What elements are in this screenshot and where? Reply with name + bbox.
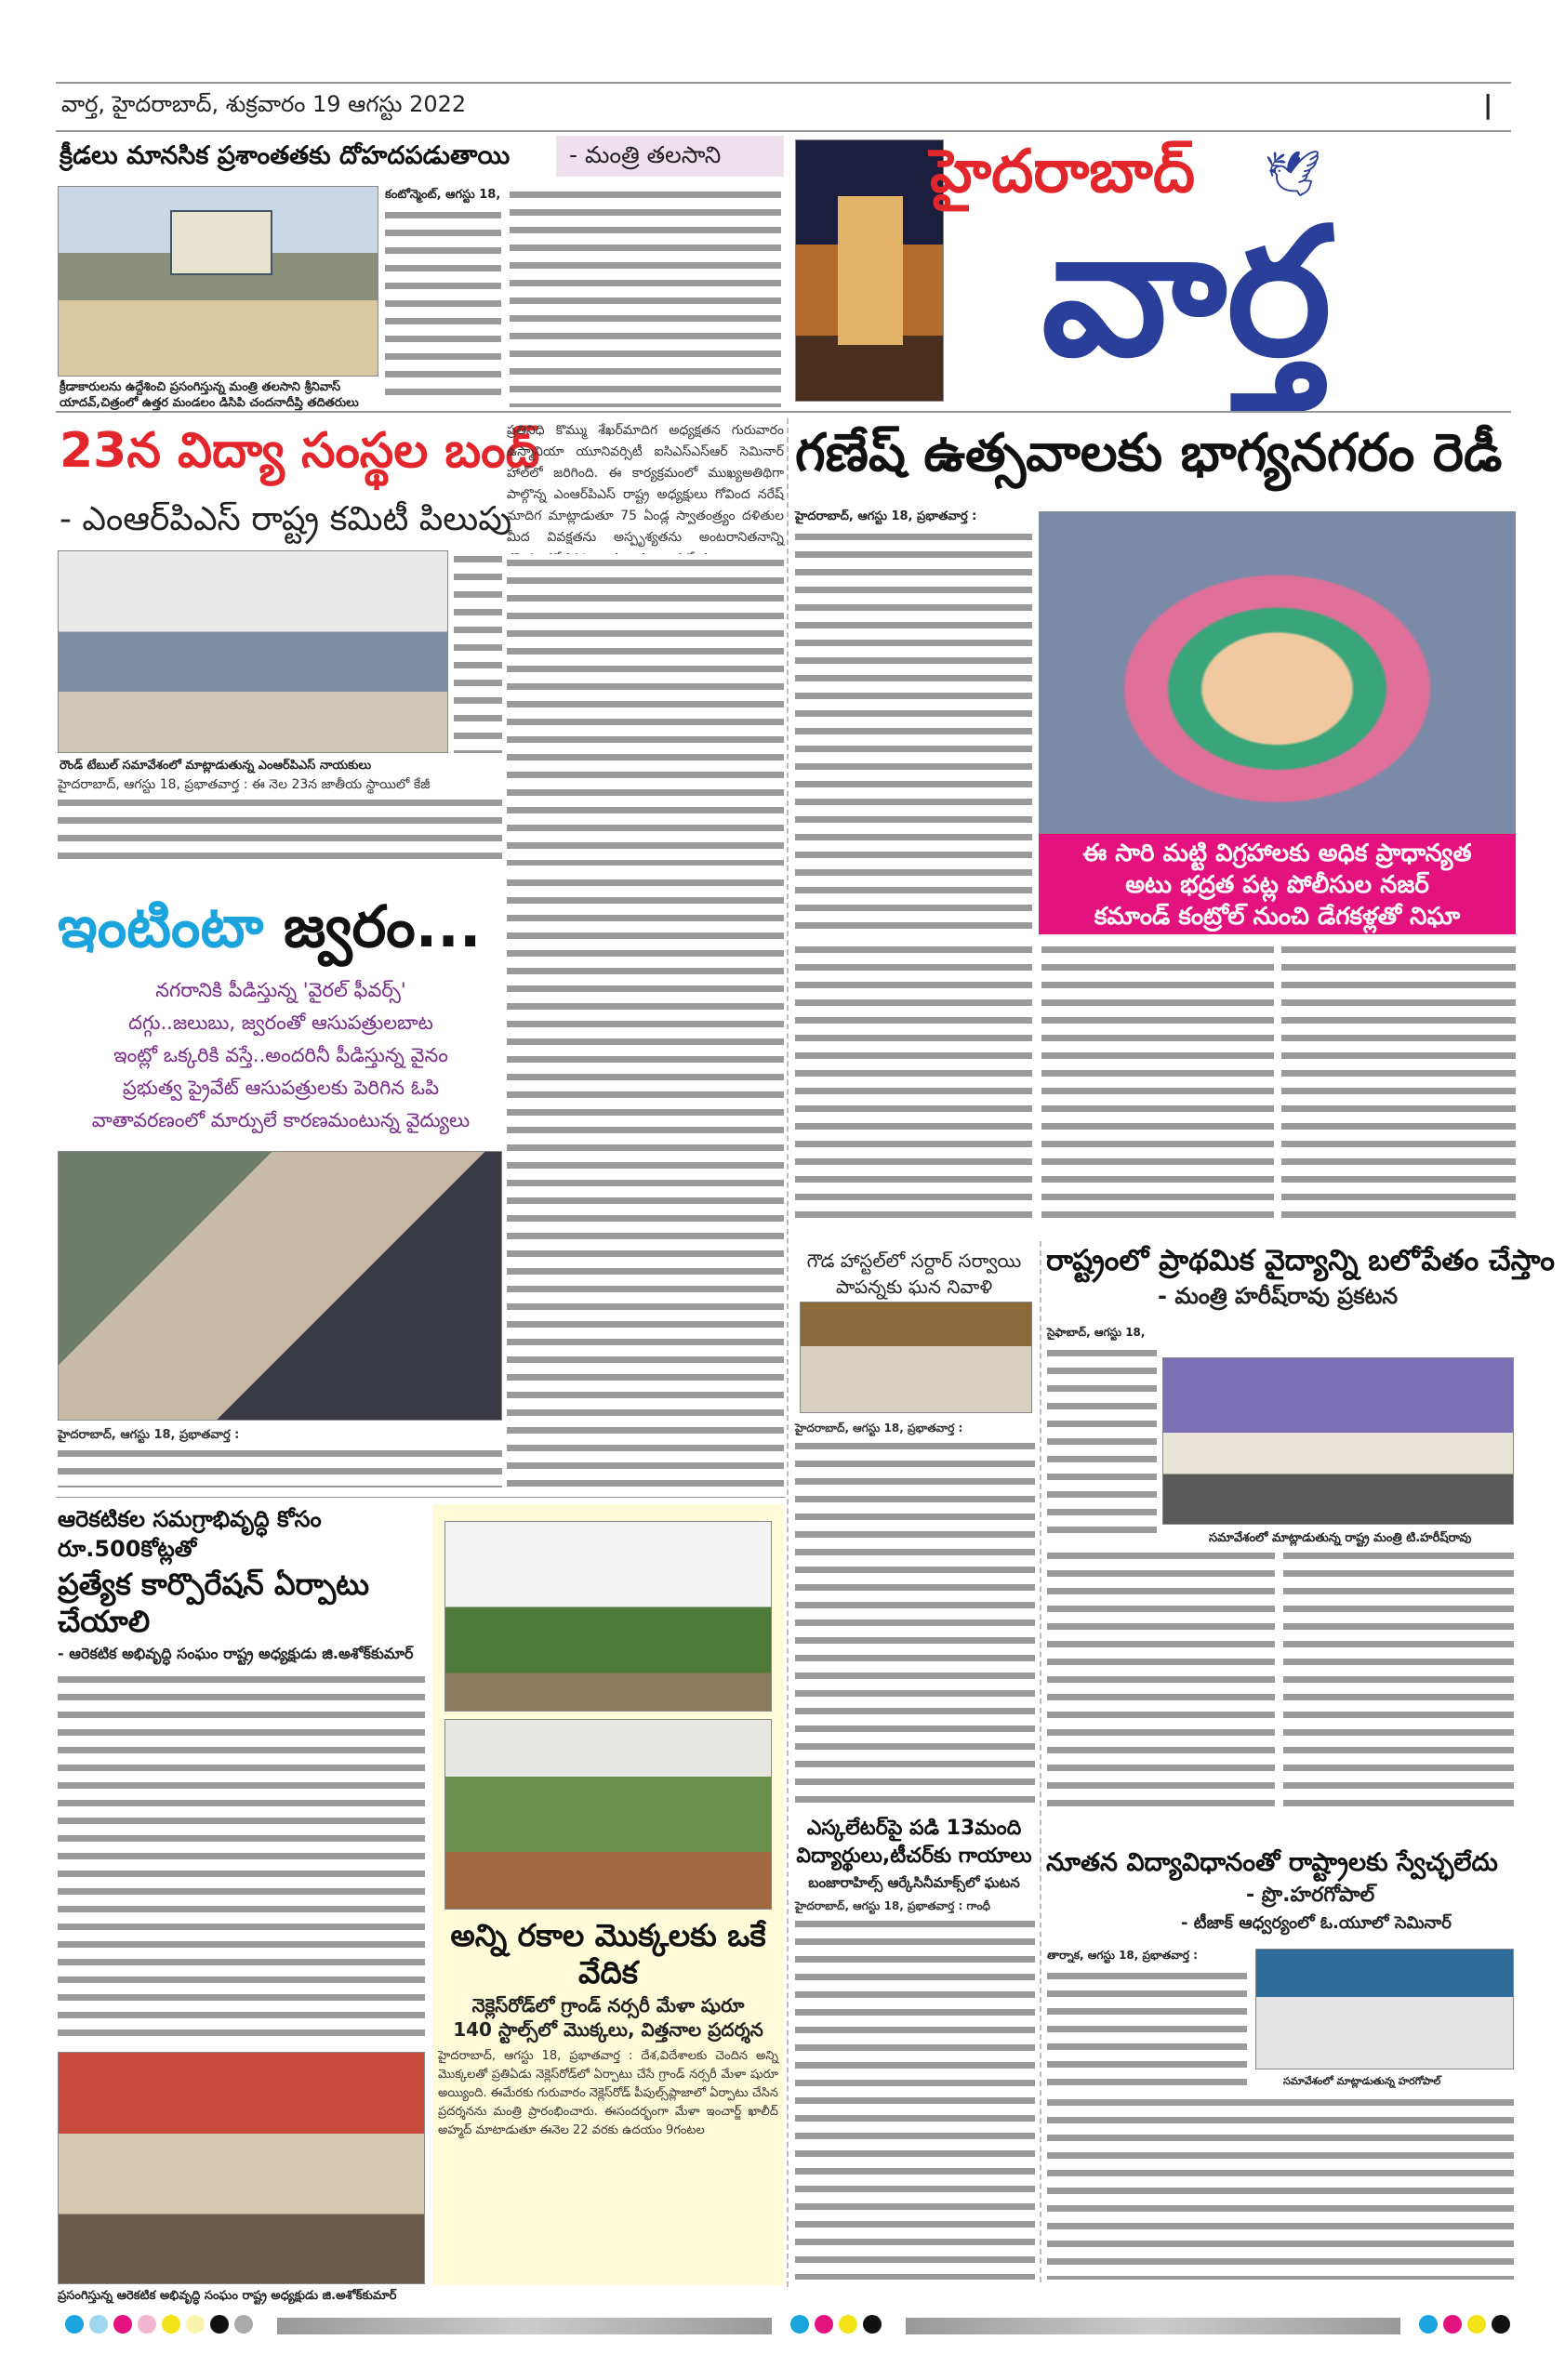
harish-body-2 [1283,1547,1514,1812]
ganesh-banner [1039,834,1516,934]
bandh-headline: 23న విద్యా సంస్థల బంద్ [60,423,540,479]
escalator-lead: హైదరాబాద్, ఆగస్టు 18, ప్రభాతవార్త : గాంధీ [795,1899,991,1912]
harish-body [1047,1547,1275,1812]
bandh-subhead: - ఎంఆర్‌పిఎస్ రాష్ట్ర కమిటీ పిలుపు [60,500,512,538]
harish-body-side [1047,1344,1157,1540]
bandh-body [58,794,502,866]
ganesh-dateline: హైదరాబాద్, ఆగస్టు 18, ప్రభాతవార్త : [795,509,977,523]
arekatika-photo [58,2052,425,2284]
nep-headline: నూతన విద్యావిధానంతో రాష్ట్రాలకు స్వేచ్ఛలేదు [1046,1848,1498,1877]
nep-subhead: - టీజాక్ ఆధ్వర్యంలో ఓ.యూలో సెమినార్ [1181,1913,1452,1933]
papanna-photo [800,1302,1032,1413]
sports-photo [58,186,378,377]
fever-subheads [58,974,504,1137]
rule [56,1497,786,1498]
color-dots [790,2315,887,2337]
nursery-box [432,1504,784,2285]
arekatika-headline-2: ప్రత్యేక కార్పొరేషన్ ఏర్పాటు చేయాలి [58,1567,370,1639]
fever-subhead: నగరానికి పీడిస్తున్న 'వైరల్ ఫీవర్స్' [155,979,406,1001]
fever-subhead: ఇంట్లో ఒక్కరికి వస్తే..అందరినీ పీడిస్తున్న వైనం [113,1044,448,1066]
fever-body [58,1445,502,1488]
banner-in-photo [170,210,272,275]
bandh-caption: రౌండ్ టేబుల్ సమావేశంలో మాట్లాడుతున్న ఎంఆర్‌పిఎస్ నాయకులు [60,759,372,773]
banner-line: కమాండ్ కంట్రోల్ నుంచి డేగకళ్లతో నిఘా [1094,903,1461,931]
nep-body [1047,2094,1514,2280]
harish-caption: సమావేశంలో మాట్లాడుతున్న రాష్ట్ర మంత్రి టి.హరీష్‌రావు [1209,1531,1472,1545]
ganesh-body [795,528,1032,937]
registration-bar [65,2315,1516,2337]
nep-caption: సమావేశంలో మాట్లాడుతున్న హరగోపాల్ [1283,2075,1441,2087]
sports-body [385,206,501,406]
arekatika-byline: - ఆరెకటిక అభివృద్ధి సంఘం రాష్ట్ర అధ్యక్షుడు జి.అశోక్‌కుమార్ [58,1645,414,1662]
nursery-photo-1 [444,1521,772,1712]
escalator-headline: ఎస్కలేటర్‌పై పడి 13మంది విద్యార్థులు,టీచర్‌కు గాయాలు [796,1817,1032,1868]
harish-dateline: సైఫాబాద్, ఆగస్టు 18, [1047,1326,1146,1339]
fever-subhead: దగ్గు..జలుబు, జ్వరంతో ఆసుపత్రులబాట [128,1012,433,1034]
arekatika-headline-1: ఆరెకటికల సమగ్రాభివృద్ధి కోసం రూ.500కోట్లతో [58,1506,322,1562]
nursery-subheads [438,1993,778,2042]
sports-byline: - మంత్రి తలసాని [556,136,784,177]
nep-body-side [1047,1967,1247,2088]
nursery-headline: అన్ని రకాల మొక్కలకు ఒకే వేదిక [450,1917,766,1990]
fever-subhead: ప్రభుత్వ ప్రైవేట్ ఆసుపత్రులకు పెరిగిన ఓపి [122,1077,440,1099]
harish-photo [1162,1357,1514,1525]
fever-hospital-photo [58,1151,502,1421]
dateline: వార్త, హైదరాబాద్, శుక్రవారం 19 ఆగస్టు 2022 [61,91,467,117]
fever-headline-part2: జ్వరం... [283,892,482,960]
arekatika-caption: ప్రసంగిస్తున్న ఆరెకటిక అభివృద్ధి సంఘం రాష్ట్ర అధ్యక్షుడు జి.అశోక్‌కుమార్ [58,2289,397,2303]
fever-headline [58,892,481,974]
bandh-photo [58,550,448,753]
fever-subhead: వాతావరణంలో మార్పులే కారణమంటున్న వైద్యులు [91,1109,471,1131]
fever-headline-part1: ఇంటింటా [58,892,264,960]
sports-caption: క్రీడాకారులను ఉద్దేశించి ప్రసంగిస్తున్న మంత్రి తలసాని శ్రీనివాస్ యాదవ్,చిత్రంలో ఉత్తర మండలం డిసిపి చందనాదీప్తి తదితరులు [60,380,359,410]
bandh-body-col: ప్రతినిధి కొమ్ము శేఖర్‌మాదిగ అధ్యక్షతన గురువారం ఉస్మానియా యూనివర్సిటీ ఐసిఎస్ఎస్ఆర్ సెమినార్ హాల్‌లో జరిగింది. ఈ కార్యక్రమంలో ముఖ్యఅతిథిగా పాల్గొన్న ఎంఆర్‌పిఎస్ రాష్ట్ర అధ్యక్షులు గోవింద నరేష్ మాదిగ మాట్లాడుతూ 75 ఏండ్ల స్వాతంత్ర్యం దళితుల మీద వివక్షతను అస్పృశ్యతను అంటరానితనాన్ని [507,423,784,545]
nep-byline: - ప్రొ.హరగోపాల్ [1246,1884,1375,1907]
bandh-lead: హైదరాబాద్, ఆగస్టు 18, ప్రభాతవార్త : ఈ నెల 23న జాతీయ స్థాయిలో కేజీ [58,777,431,792]
column-divider [1040,1241,1041,2282]
nep-dateline: తార్నాక, ఆగస్టు 18, ప్రభాతవార్త : [1047,1949,1198,1962]
fever-body-col [507,874,784,1488]
arekatika-story [58,1504,425,2304]
papanna-headline: గౌడ హాస్టల్‌లో సర్దార్ సర్వాయి పాపన్నకు ఘన నివాళి [806,1250,1022,1298]
sports-dateline: కంటోన్మెంట్, ఆగస్టు 18, [385,188,501,202]
dove-icon: 🕊 [1265,148,1321,200]
rule [56,411,1511,413]
ganesh-body-2 [795,941,1032,1227]
papanna-body [795,1437,1035,1809]
nursery-subhead: నెక్లెస్‌రోడ్‌లో గ్రాండ్ నర్సరీ మేళా షురూ [471,1994,745,2016]
arekatika-body [58,1671,425,2044]
harish-byline: - మంత్రి హరీష్‌రావు ప్రకటన [1158,1283,1399,1309]
nep-seminar-photo [1255,1949,1514,2069]
bandh-body-side [454,550,502,753]
ganesh-idol-photo [1039,511,1516,834]
column-divider [787,418,789,2287]
header-rule [56,130,1511,132]
nursery-subhead: 140 స్టాల్స్‌లో మొక్కలు, విత్తనాల ప్రదర్శన [453,2018,763,2041]
ganesh-body-3 [1041,941,1274,1227]
masthead-city: హైదరాబాద్ [930,138,1196,206]
sports-headline: క్రీడలు మానసిక ప్రశాంతతకు దోహదపడుతాయి [60,141,511,170]
sports-body-col2 [510,186,781,407]
ganesh-body-4 [1281,941,1516,1227]
page-mark: | [1483,89,1493,120]
banner-line: అటు భద్రత పట్ల పోలీసుల నజర్ [1125,871,1429,899]
color-dots [65,2315,259,2337]
gray-strip [906,2318,1400,2334]
nursery-body: హైదరాబాద్, ఆగస్టు 18, ప్రభాతవార్త : దేశ,విదేశాలకు చెందిన అన్ని మొక్కలతో ప్రతిఏడు నెక్లెస్‌రోడ్‌లో ఏర్పాటు చేసే గ్రాండ్ నర్సరీ మేళా షురూ అయ్యింది. ఈమేరకు గురువారం నెక్లెస్‌రోడ్ పీపుల్స్‌ప్లాజాలో ఏర్పాటు చేసిన ప్రదర్శనను మంత్రి ప్రారంభించారు. ఈసందర్భంగా మేళా ఇంచార్జ్ ఖాలీద్ అహ్మద్ మాటాడుతూ ఈనెల 22 వరకు ఉదయం 9గంటల [438,2049,778,2137]
ganesh-headline: గణేష్ ఉత్సవాలకు భాగ్యనగరం రెడీ [795,423,1503,483]
nursery-photo-2 [444,1719,772,1910]
color-dots [1419,2315,1516,2337]
escalator-body [795,1915,1035,2280]
bandh-body-col-cont [507,554,784,866]
escalator-subhead: బంజారాహిల్స్ ఆర్కేసినీమాక్స్‌లో ఘటన [808,1874,1020,1891]
fever-lead: హైదరాబాద్, ఆగస్టు 18, ప్రభాతవార్త : [58,1428,240,1442]
masthead-title: వార్త [1041,190,1332,395]
banner-line: ఈ సారి మట్టి విగ్రహాలకు అధిక ప్రాధాన్యత [1082,840,1472,867]
top-rule [56,82,1511,84]
charminar-photo [795,139,944,402]
charminar-shape [838,196,903,345]
harish-headline: రాష్ట్రంలో ప్రాథమిక వైద్యాన్ని బలోపేతం చేస్తాం [1046,1244,1555,1277]
gray-strip [277,2318,772,2334]
papanna-lead: హైదరాబాద్, ఆగస్టు 18, ప్రభాతవార్త : [795,1421,963,1435]
